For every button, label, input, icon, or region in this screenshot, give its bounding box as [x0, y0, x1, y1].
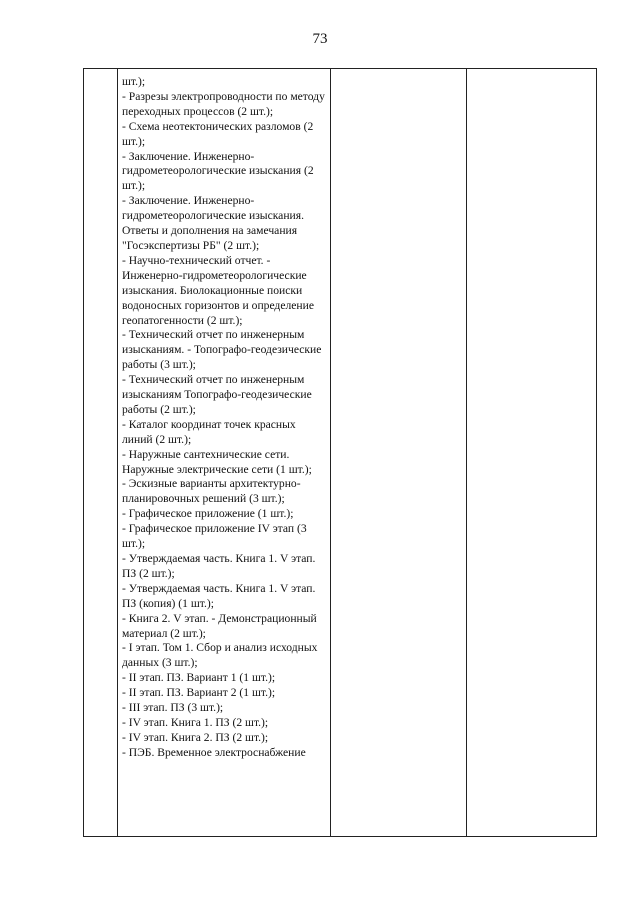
list-item: - Заключение. Инженерно-гидрометеорологические изыскания (2 шт.); — [122, 149, 314, 193]
table-cell-empty — [467, 69, 597, 837]
list-item: - IV этап. Книга 2. ПЗ (2 шт.); — [122, 730, 269, 744]
list-item: шт.); — [122, 75, 146, 88]
table-row — [84, 69, 597, 837]
list-item: - Эскизные варианты архитектурно-планировочных решений (3 шт.); — [122, 477, 301, 506]
list-item: - Графическое приложение (1 шт.); — [122, 507, 294, 521]
list-item: - II этап. ПЗ. Вариант 1 (1 шт.); — [122, 671, 276, 685]
list-item: - Графическое приложение IV этап (3 шт.); — [122, 522, 307, 551]
list-item: - Разрезы электропроводности по методу переходных процессов (2 шт.); — [122, 89, 325, 118]
list-item: - Научно-технический отчет. - Инженерно-гидрометеорологические изыскания. Биолокационные поиски водоносных горизонтов и определение геопатогенности (2 шт.); — [122, 253, 314, 327]
list-item: - Схема неотектонических разломов (2 шт.); — [122, 119, 314, 148]
list-item: - ПЭБ. Временное электроснабжение — [122, 745, 306, 759]
list-item: - Утверждаемая часть. Книга 1. V этап. ПЗ (копия) (1 шт.); — [122, 581, 316, 610]
list-item: - III этап. ПЗ (3 шт.); — [122, 701, 224, 715]
list-item: - Технический отчет по инженерным изысканиям Топографо-геодезические работы (2 шт.); — [122, 373, 312, 416]
list-item: - IV этап. Книга 1. ПЗ (2 шт.); — [122, 715, 269, 729]
page-number: 73 — [312, 31, 328, 47]
document-list — [118, 69, 330, 761]
list-item: - Утверждаемая часть. Книга 1. V этап. ПЗ (2 шт.); — [122, 552, 316, 580]
list-item: - Технический отчет по инженерным изысканиям. - Топографо-геодезические работы (3 шт.); — [122, 328, 322, 372]
table-cell-empty — [331, 69, 467, 837]
document-table — [83, 68, 597, 837]
list-item: - Заключение. Инженерно-гидрометеорологические изыскания. Ответы и дополнения на замечания "Госэкспертизы РБ" (2 шт.); — [122, 194, 304, 252]
list-item: - Каталог координат точек красных линий (2 шт.); — [122, 417, 296, 446]
table-cell-documents — [118, 69, 331, 837]
list-item: - II этап. ПЗ. Вариант 2 (1 шт.); — [122, 686, 276, 700]
list-item: - Книга 2. V этап. - Демонстрационный материал (2 шт.); — [122, 611, 317, 640]
list-item: - Наружные сантехнические сети. Наружные электрические сети (1 шт.); — [122, 447, 312, 476]
list-item: - I этап. Том 1. Сбор и анализ исходных данных (3 шт.); — [122, 641, 318, 670]
table-cell-index — [84, 69, 118, 837]
